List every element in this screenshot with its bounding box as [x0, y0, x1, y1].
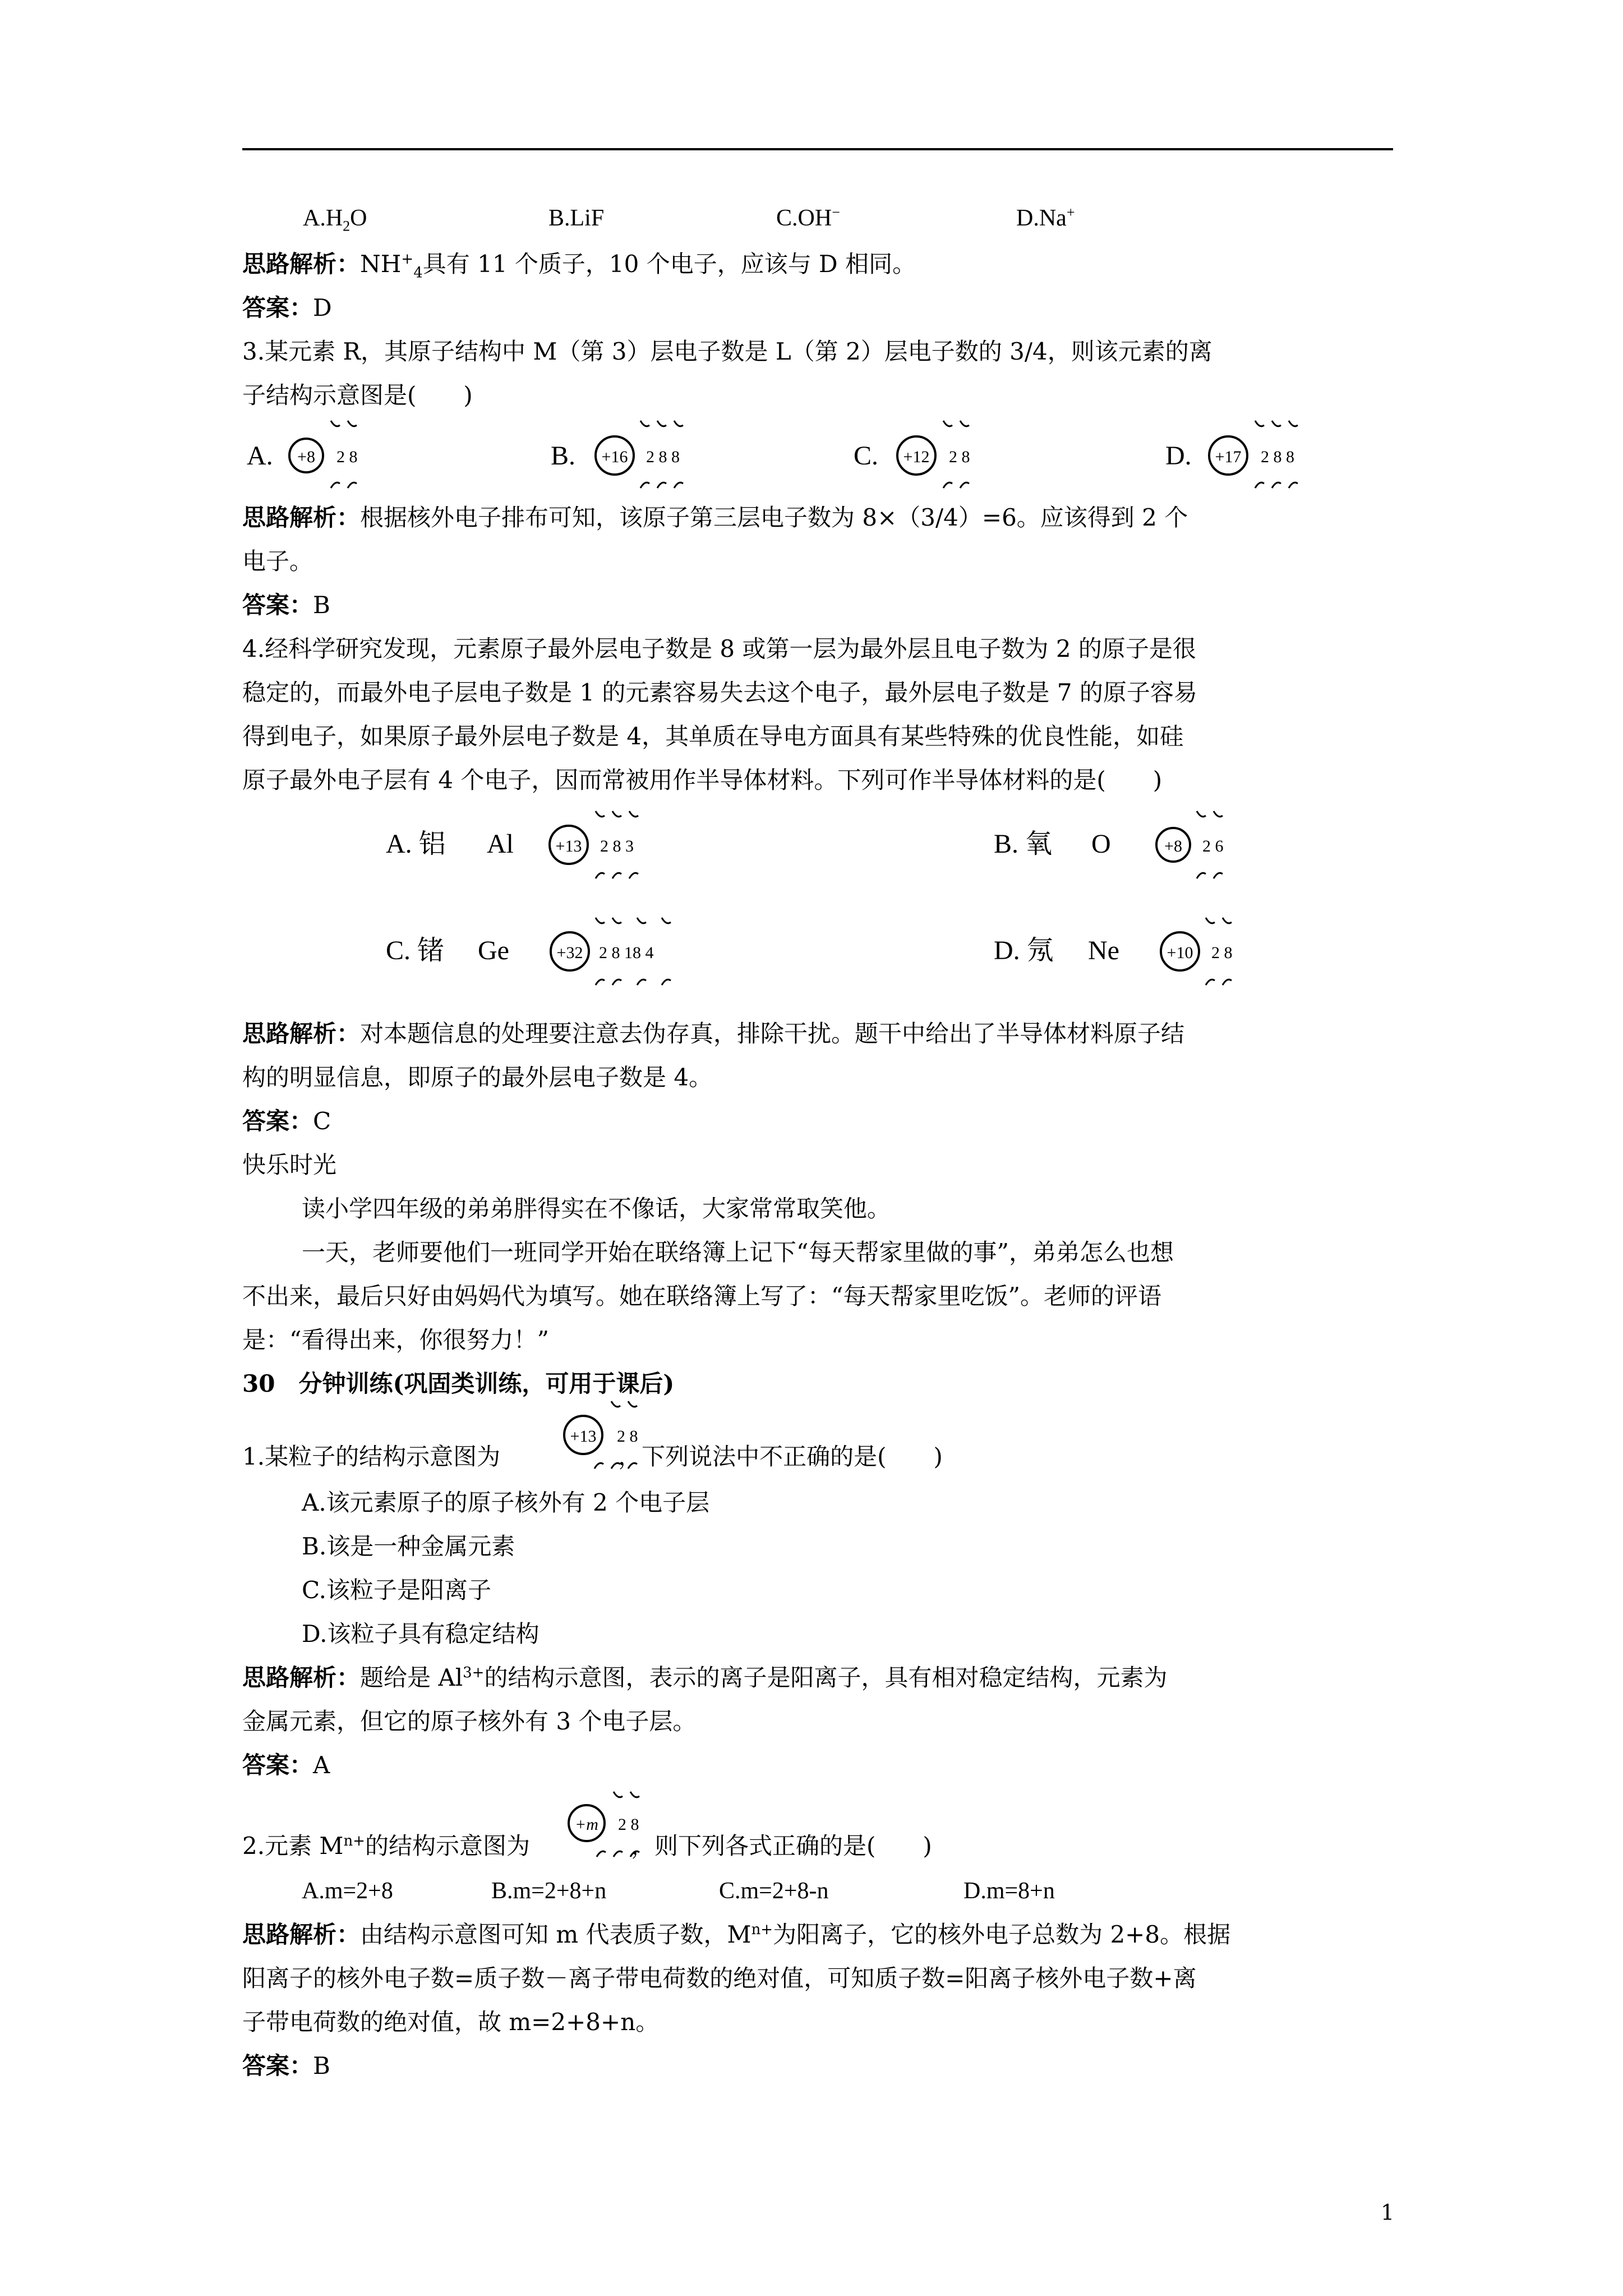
section-title: 30 分钟训练(巩固类训练，可用于课后) — [242, 1370, 675, 1397]
option-c: C.OH− — [776, 204, 840, 231]
training-2-answer: 答案：B — [242, 2052, 330, 2079]
t1-nucleus: +13 — [570, 1427, 597, 1446]
training-1-diagram — [561, 1397, 673, 1481]
training-1-option-c: C.该粒子是阳离子 — [302, 1576, 491, 1604]
joke-paragraph-1: 读小学四年级的弟弟胖得实在不像话，大家常常取笑他。 — [302, 1195, 891, 1222]
question-4-answer: 答案：C — [242, 1107, 331, 1135]
q4-option-d-label: D. 氖 — [994, 936, 1054, 965]
question-4-stem-1: 4.经科学研究发现，元素原子最外层电子数是 8 或第一层为最外层且电子数为 2 的原子是很 — [242, 635, 1196, 662]
q4-option-a-shells: 2 8 3 — [600, 837, 634, 855]
joke-title: 快乐时光 — [242, 1151, 337, 1179]
question-4-stem-4: 原子最外电子层有 4 个电子，因而常被用作半导体材料。下列可作半导体材料的是( ) — [242, 766, 1163, 794]
q4-option-b-label: B. 氧 — [994, 829, 1053, 859]
q3-option-c-label: C. — [854, 441, 879, 471]
q4-option-c-shells: 2 8 18 4 — [599, 944, 654, 962]
q4-option-a-label: A. 铝 — [386, 829, 446, 859]
q3-option-a-nucleus: +8 — [297, 448, 315, 466]
training-1-option-a: A.该元素原子的原子核外有 2 个电子层 — [302, 1489, 710, 1516]
q3-option-c-diagram — [854, 421, 970, 488]
question-4-analysis-1: 思路解析：对本题信息的处理要注意去伪存真，排除干扰。题干中给出了半导体材料原子结 — [242, 1020, 1185, 1047]
training-1-option-d: D.该粒子具有稳定结构 — [302, 1620, 540, 1648]
training-2-option-c: C.m=2+8-n — [719, 1878, 829, 1904]
q4-option-c-diagram — [386, 918, 671, 985]
training-1-option-b: B.该是一种金属元素 — [302, 1533, 515, 1560]
question-3-answer: 答案：B — [242, 591, 330, 619]
q4-option-c-label: C. 锗 — [386, 936, 445, 965]
header-rule — [242, 148, 1393, 150]
joke-paragraph-2-line-2: 不出来，最后只好由妈妈代为填写。她在联络簿上写了：“每天帮家里吃饭”。老师的评语 — [242, 1282, 1161, 1310]
t2-nucleus: +m — [575, 1815, 598, 1834]
q3-option-b-label: B. — [551, 441, 576, 471]
q4-option-b-symbol: O — [1091, 829, 1111, 859]
training-2-option-d: D.m=8+n — [963, 1878, 1055, 1904]
question-3-stem-1: 3.某元素 R，其原子结构中 M（第 3）层电子数是 L（第 2）层电子数的 3/4，则该元素的离 — [242, 338, 1212, 365]
option-b: B.LiF — [548, 205, 605, 231]
training-2-option-b: B.m=2+8+n — [491, 1878, 607, 1904]
t2-shells: 2 8 — [618, 1815, 639, 1834]
training-1-analysis-2: 金属元素，但它的原子核外有 3 个电子层。 — [242, 1708, 697, 1735]
q4-option-c-nucleus: +32 — [556, 944, 583, 962]
training-2-option-a: A.m=2+8 — [302, 1878, 393, 1904]
q4-option-a-nucleus: +13 — [555, 837, 582, 855]
q4-option-b-diagram — [994, 811, 1224, 878]
training-2-diagram — [566, 1788, 667, 1872]
training-2-stem: 2.元素 $M^{n+}$的结构示意图为 ，则下列各式正确的是( ) — [242, 1832, 932, 1860]
q3-option-a-label: A. — [247, 441, 273, 471]
option-d: D.Na+ — [1016, 204, 1075, 231]
q3-option-b-diagram — [551, 421, 683, 488]
training-2-analysis-1: 思路解析：由结构示意图可知 m 代表质子数，$M^{n+}$为阳离子，它的核外电子总数为 2+8。根据 — [242, 1921, 1231, 1948]
q3-option-b-nucleus: +16 — [601, 448, 628, 466]
q4-option-c-symbol: Ge — [478, 936, 509, 965]
q4-option-a-diagram — [386, 811, 638, 878]
training-1-stem: 1.某粒子的结构示意图为 ，下列说法中不正确的是( ) — [242, 1443, 943, 1470]
q3-option-b-shells: 2 8 8 — [646, 448, 680, 466]
q4-option-b-nucleus: +8 — [1164, 837, 1182, 855]
q4-option-b-shells: 2 6 — [1202, 837, 1224, 855]
q3-option-c-shells: 2 8 — [949, 448, 970, 466]
joke-paragraph-2-line-3: 是：“看得出来，你很努力！” — [242, 1326, 549, 1354]
q3-option-d-diagram — [1165, 421, 1298, 488]
q3-option-a-diagram — [247, 421, 358, 488]
q4-option-d-shells: 2 8 — [1211, 944, 1233, 962]
q4-option-d-symbol: Ne — [1088, 936, 1119, 965]
q3-option-d-shells: 2 8 8 — [1261, 448, 1294, 466]
question-3-analysis-2: 电子。 — [242, 547, 313, 575]
question-4-stem-2: 稳定的，而最外电子层电子数是 1 的元素容易失去这个电子，最外层电子数是 7 的原子容易 — [242, 679, 1197, 706]
training-2-analysis-3: 子带电荷数的绝对值，故 m=2+8+n。 — [242, 2008, 660, 2036]
joke-paragraph-2-line-1: 一天，老师要他们一班同学开始在联络簿上记下“每天帮家里做的事”，弟弟怎么也想 — [302, 1239, 1174, 1266]
q4-option-a-symbol: Al — [487, 829, 514, 859]
question-4-stem-3: 得到电子，如果原子最外层电子数是 4，其单质在导电方面具有某些特殊的优良性能，如硅 — [242, 723, 1184, 750]
page-number: 1 — [1381, 2200, 1395, 2225]
question-4-analysis-2: 构的明显信息，即原子的最外层电子数是 4。 — [242, 1064, 713, 1091]
t1-shells: 2 8 — [617, 1427, 638, 1446]
q3-option-c-nucleus: +12 — [903, 448, 930, 466]
training-1-answer: 答案：A — [242, 1751, 330, 1779]
question-3-analysis-1: 思路解析：根据核外电子排布可知，该原子第三层电子数为 8×（3/4）=6。应该得到 2 个 — [242, 504, 1188, 531]
q3-option-a-shells: 2 8 — [336, 448, 358, 466]
option-a: $A.H_2O$ — [303, 205, 367, 234]
training-2-analysis-2: 阳离子的核外电子数=质子数－离子带电荷数的绝对值，可知质子数=阳离子核外电子数+离 — [242, 1964, 1197, 1992]
question-3-stem-2: 子结构示意图是( ) — [242, 381, 473, 409]
question-3-diagrams — [241, 415, 1396, 499]
q3-option-d-nucleus: +17 — [1215, 448, 1242, 466]
training-1-analysis-1: 思路解析：题给是 $Al^{3+}$的结构示意图，表示的离子是阳离子，具有相对稳定结构，元素为 — [242, 1664, 1168, 1691]
q3-option-d-label: D. — [1165, 441, 1192, 471]
q4-option-d-nucleus: +10 — [1166, 944, 1193, 962]
q4-option-d-diagram — [994, 918, 1233, 985]
answer-line: 答案：D — [242, 294, 332, 321]
analysis-line: 思路解析：$NH^+_4$具有 11 个质子，10 个电子，应该与 D 相同。 — [242, 250, 916, 282]
question-4-diagrams — [370, 808, 1324, 999]
